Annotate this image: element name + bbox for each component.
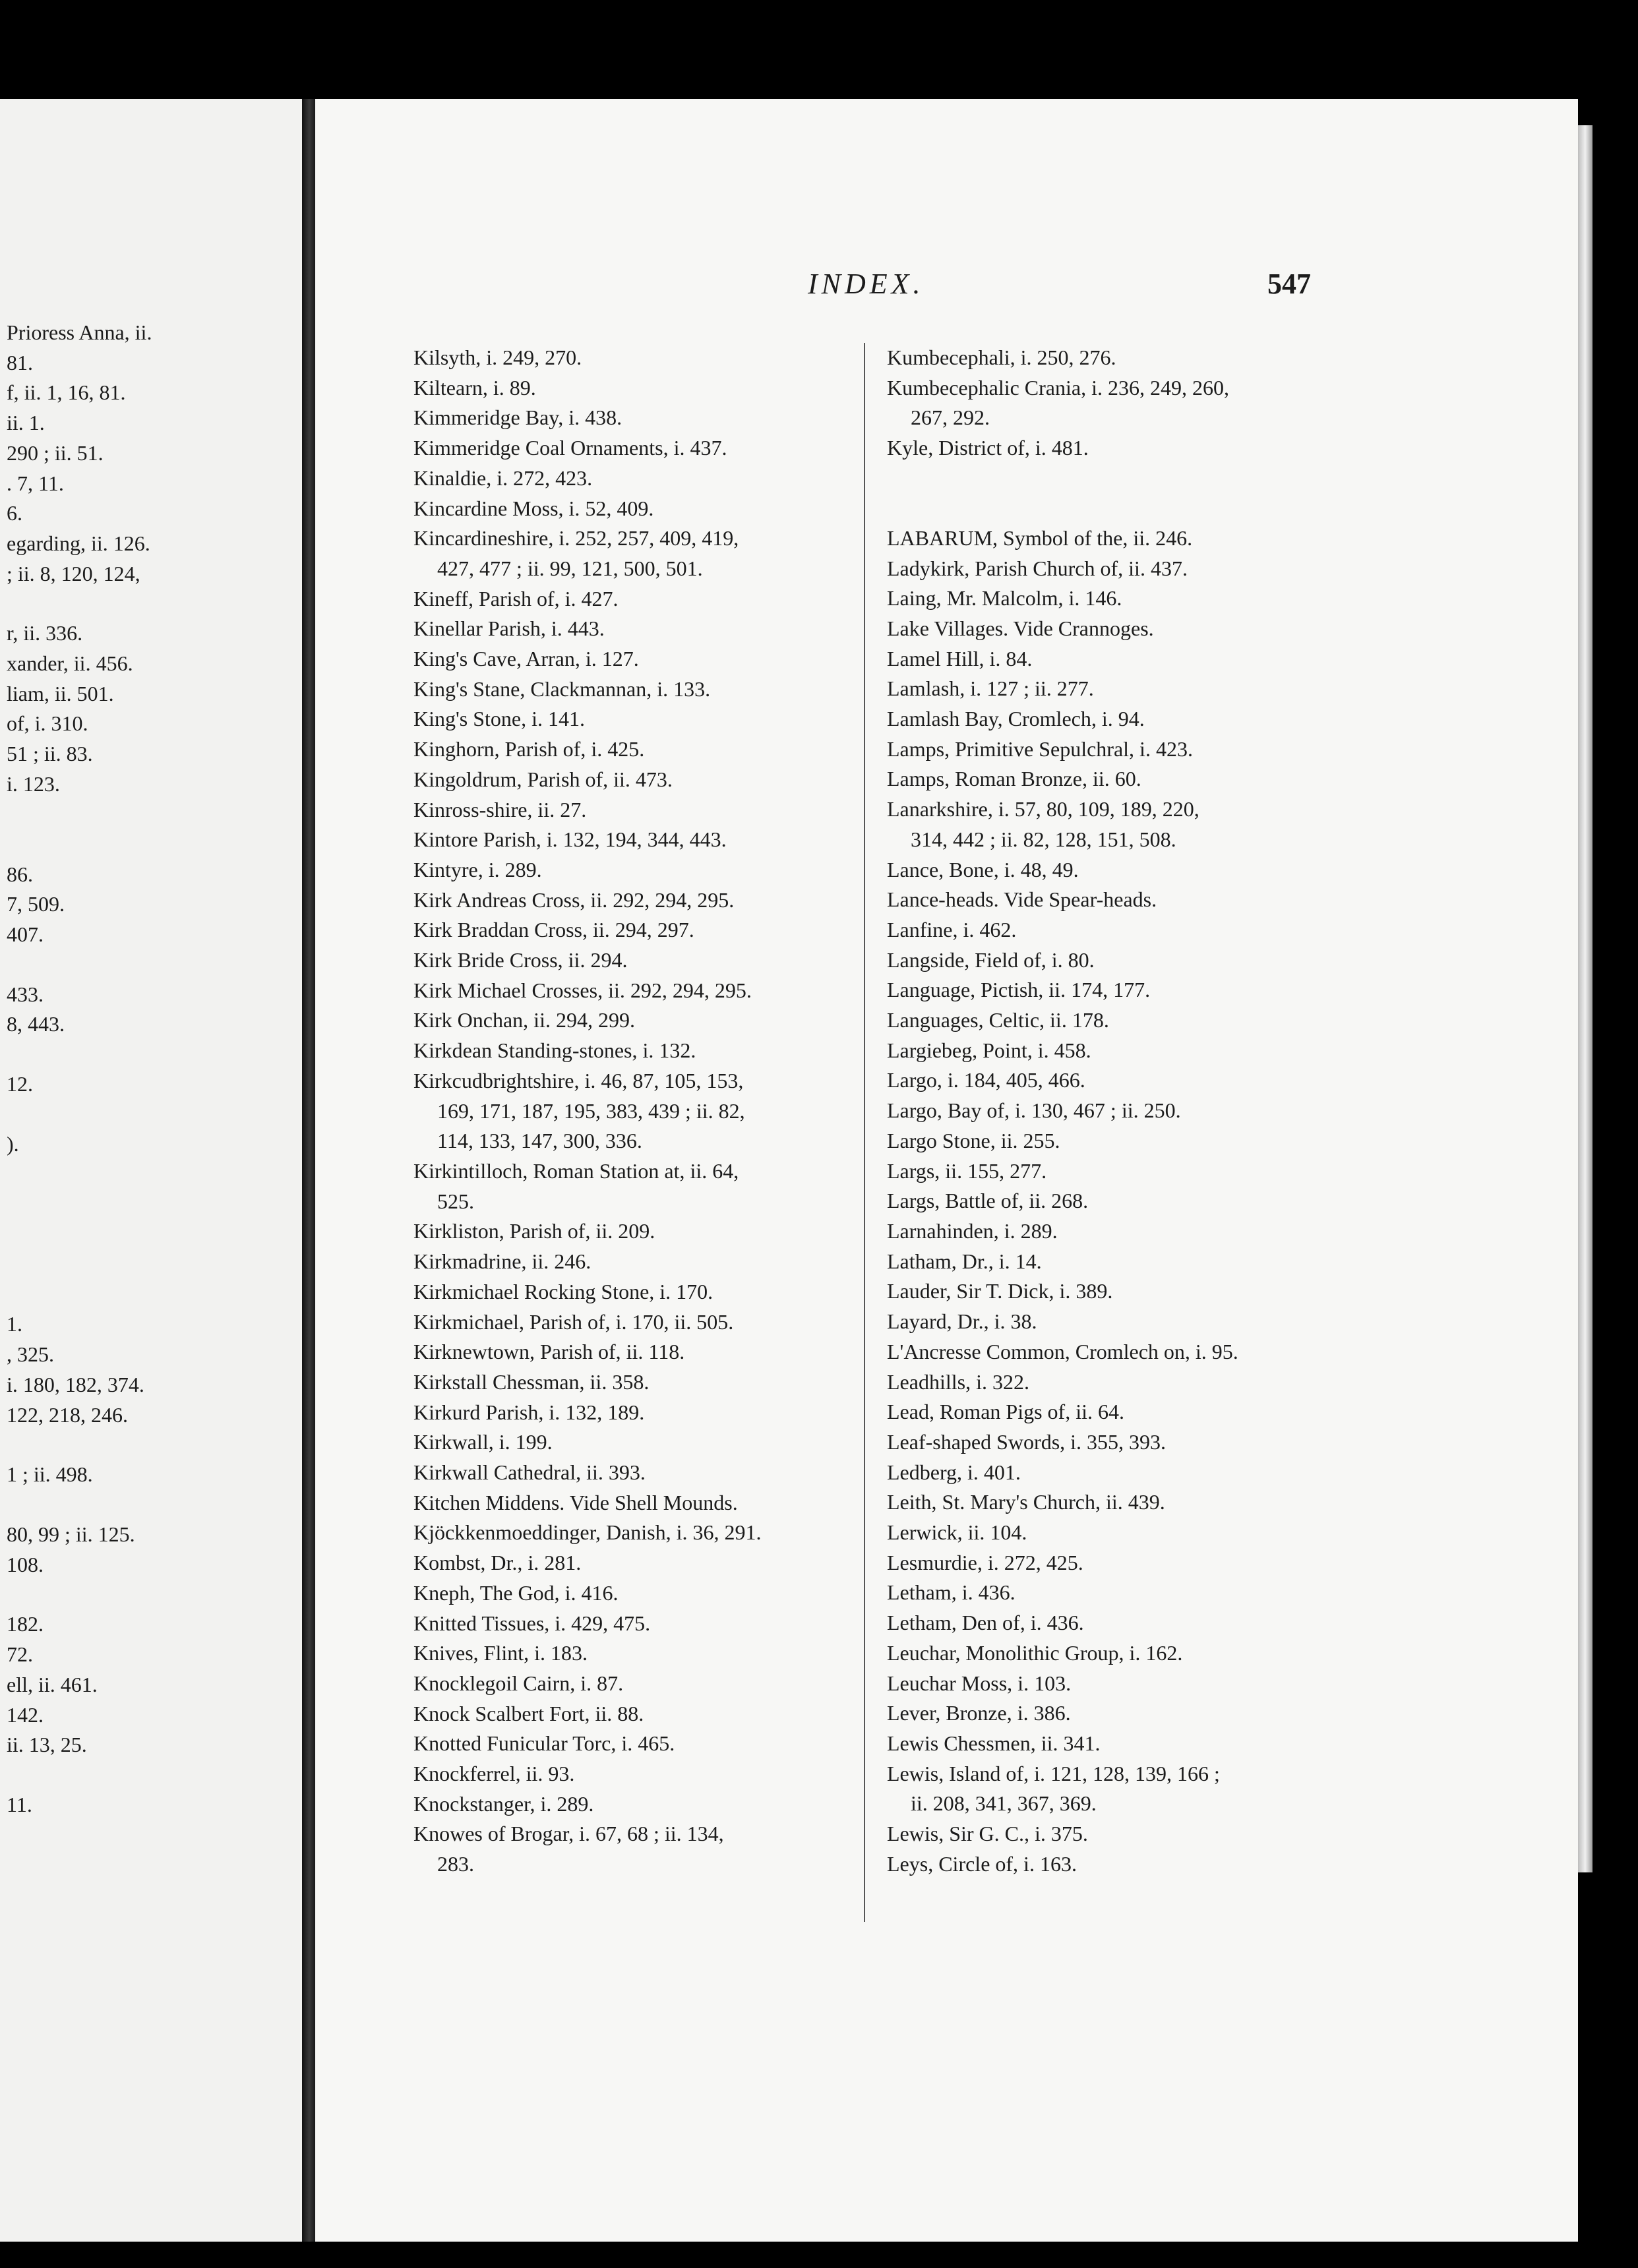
previous-page-line: i. 123. bbox=[7, 771, 60, 796]
previous-page-line: liam, ii. 501. bbox=[7, 681, 114, 705]
index-entry: Kirkurd Parish, i. 132, 189. bbox=[413, 1400, 645, 1424]
running-head: INDEX. bbox=[808, 268, 925, 300]
previous-page-line: 108. bbox=[7, 1552, 44, 1576]
index-entry: Kirk Braddan Cross, ii. 294, 297. bbox=[413, 918, 694, 942]
previous-page-line: egarding, ii. 126. bbox=[7, 531, 150, 555]
page-number: 547 bbox=[1267, 268, 1311, 300]
index-entry: Lamps, Primitive Sepulchral, i. 423. bbox=[887, 736, 1193, 761]
index-entry: Kinellar Parish, i. 443. bbox=[413, 616, 605, 641]
index-entry: Kirk Bride Cross, ii. 294. bbox=[413, 948, 628, 972]
previous-page-line: 142. bbox=[7, 1702, 44, 1727]
index-entry: Leuchar Moss, i. 103. bbox=[887, 1671, 1072, 1695]
index-entry: Lamlash Bay, Cromlech, i. 94. bbox=[887, 707, 1145, 731]
index-entry: Langside, Field of, i. 80. bbox=[887, 947, 1095, 972]
index-entry: Kirkwall, i. 199. bbox=[413, 1430, 553, 1454]
index-entry: Kirkintilloch, Roman Station at, ii. 64, bbox=[413, 1158, 739, 1183]
index-entry: Lanfine, i. 462. bbox=[887, 917, 1017, 941]
index-entry: L'Ancresse Common, Cromlech on, i. 95. bbox=[887, 1339, 1238, 1363]
previous-page-line: 433. bbox=[7, 982, 44, 1006]
index-entry: Largs, ii. 155, 277. bbox=[887, 1158, 1047, 1183]
index-entry: Lake Villages. Vide Crannoges. bbox=[887, 616, 1154, 640]
previous-page-line: 1 ; ii. 498. bbox=[7, 1462, 93, 1487]
index-entry: Lesmurdie, i. 272, 425. bbox=[887, 1550, 1083, 1574]
index-entry: 267, 292. bbox=[911, 405, 990, 430]
index-entry: Kimmeridge Coal Ornaments, i. 437. bbox=[413, 436, 727, 460]
index-entry: Latham, Dr., i. 14. bbox=[887, 1249, 1042, 1273]
index-entry: Leuchar, Monolithic Group, i. 162. bbox=[887, 1640, 1183, 1665]
index-entry: Lance, Bone, i. 48, 49. bbox=[887, 857, 1079, 881]
previous-page-line: 72. bbox=[7, 1642, 33, 1667]
index-entry: 283. bbox=[437, 1852, 474, 1876]
previous-page-line: Prioress Anna, ii. bbox=[7, 320, 152, 344]
index-entry: Kincardine Moss, i. 52, 409. bbox=[413, 496, 654, 520]
index-entry: Knockferrel, ii. 93. bbox=[413, 1762, 575, 1786]
previous-page-line: 81. bbox=[7, 350, 33, 374]
index-entry: Languages, Celtic, ii. 178. bbox=[887, 1008, 1109, 1032]
index-entry: Kirkdean Standing-stones, i. 132. bbox=[413, 1038, 696, 1063]
index-entry: Leadhills, i. 322. bbox=[887, 1369, 1029, 1394]
previous-page-line: 407. bbox=[7, 922, 44, 946]
index-entry: Kumbecephalic Crania, i. 236, 249, 260, bbox=[887, 375, 1229, 400]
index-entry: Lerwick, ii. 104. bbox=[887, 1520, 1027, 1545]
index-entry: Kingoldrum, Parish of, ii. 473. bbox=[413, 767, 673, 791]
index-entry: Largo, i. 184, 405, 466. bbox=[887, 1068, 1085, 1092]
previous-page-line: r, ii. 336. bbox=[7, 621, 83, 645]
index-entry: Largs, Battle of, ii. 268. bbox=[887, 1189, 1089, 1213]
previous-page-line: 80, 99 ; ii. 125. bbox=[7, 1522, 135, 1546]
index-entry: Letham, Den of, i. 436. bbox=[887, 1611, 1084, 1635]
previous-page-line: 122, 218, 246. bbox=[7, 1402, 128, 1427]
index-entry: Knitted Tissues, i. 429, 475. bbox=[413, 1611, 651, 1635]
previous-page-line: 12. bbox=[7, 1072, 33, 1096]
index-entry: Kinghorn, Parish of, i. 425. bbox=[413, 737, 645, 761]
index-entry: Ledberg, i. 401. bbox=[887, 1460, 1021, 1484]
index-entry: Lauder, Sir T. Dick, i. 389. bbox=[887, 1279, 1113, 1303]
index-entry: Layard, Dr., i. 38. bbox=[887, 1309, 1037, 1334]
index-entry: Kirk Andreas Cross, ii. 292, 294, 295. bbox=[413, 887, 735, 912]
index-entry: King's Cave, Arran, i. 127. bbox=[413, 647, 639, 671]
index-entry: Lever, Bronze, i. 386. bbox=[887, 1701, 1071, 1725]
index-entry: Kilsyth, i. 249, 270. bbox=[413, 345, 582, 369]
previous-page-line: 51 ; ii. 83. bbox=[7, 742, 93, 766]
previous-page-line: ; ii. 8, 120, 124, bbox=[7, 561, 140, 585]
index-entry: Kintyre, i. 289. bbox=[413, 857, 542, 881]
index-entry: King's Stone, i. 141. bbox=[413, 707, 585, 731]
index-entry: Kjöckkenmoeddinger, Danish, i. 36, 291. bbox=[413, 1520, 762, 1545]
column-divider bbox=[864, 343, 865, 1922]
index-entry: Kombst, Dr., i. 281. bbox=[413, 1551, 582, 1575]
index-entry: Knotted Funicular Torc, i. 465. bbox=[413, 1731, 675, 1756]
previous-page-line: 86. bbox=[7, 862, 33, 886]
index-entry: Lewis, Sir G. C., i. 375. bbox=[887, 1822, 1088, 1846]
index-entry: Knocklegoil Cairn, i. 87. bbox=[413, 1671, 624, 1695]
previous-page-line: 182. bbox=[7, 1612, 44, 1636]
index-entry: Kumbecephali, i. 250, 276. bbox=[887, 345, 1116, 369]
index-entry: Kintore Parish, i. 132, 194, 344, 443. bbox=[413, 827, 727, 852]
index-entry: Lamlash, i. 127 ; ii. 277. bbox=[887, 676, 1094, 701]
book-gutter bbox=[302, 99, 317, 2242]
index-entry: Ladykirk, Parish Church of, ii. 437. bbox=[887, 556, 1188, 580]
index-entry: Knowes of Brogar, i. 67, 68 ; ii. 134, bbox=[413, 1822, 724, 1846]
index-entry: Largo, Bay of, i. 130, 467 ; ii. 250. bbox=[887, 1098, 1181, 1123]
index-entry: Lamps, Roman Bronze, ii. 60. bbox=[887, 767, 1141, 791]
index-entry: 314, 442 ; ii. 82, 128, 151, 508. bbox=[911, 827, 1176, 851]
index-entry: Kinross-shire, ii. 27. bbox=[413, 797, 587, 821]
previous-page-line: 1. bbox=[7, 1312, 22, 1336]
index-entry: Laing, Mr. Malcolm, i. 146. bbox=[887, 586, 1122, 611]
index-entry: Kirkmadrine, ii. 246. bbox=[413, 1249, 592, 1274]
index-entry: Lewis Chessmen, ii. 341. bbox=[887, 1731, 1101, 1755]
previous-page-line: 290 ; ii. 51. bbox=[7, 440, 104, 465]
previous-page-line: i. 180, 182, 374. bbox=[7, 1372, 144, 1396]
index-entry: 169, 171, 187, 195, 383, 439 ; ii. 82, bbox=[437, 1098, 745, 1123]
index-entry: 114, 133, 147, 300, 336. bbox=[437, 1129, 642, 1153]
previous-page-line: ell, ii. 461. bbox=[7, 1672, 98, 1696]
previous-page-line: 6. bbox=[7, 501, 22, 525]
index-entry: Kinaldie, i. 272, 423. bbox=[413, 465, 593, 490]
index-entry: Leith, St. Mary's Church, ii. 439. bbox=[887, 1490, 1165, 1514]
index-entry: Largo Stone, ii. 255. bbox=[887, 1128, 1060, 1152]
index-entry: Knives, Flint, i. 183. bbox=[413, 1641, 588, 1665]
index-entry: 525. bbox=[437, 1189, 474, 1213]
index-entry: Kyle, District of, i. 481. bbox=[887, 436, 1089, 460]
index-entry: Kirkliston, Parish of, ii. 209. bbox=[413, 1219, 655, 1243]
index-entry: Lanarkshire, i. 57, 80, 109, 189, 220, bbox=[887, 797, 1199, 821]
index-entry: Kincardineshire, i. 252, 257, 409, 419, bbox=[413, 526, 739, 551]
page-edge bbox=[1578, 125, 1592, 1872]
index-entry: King's Stane, Clackmannan, i. 133. bbox=[413, 676, 711, 701]
index-entry: Lance-heads. Vide Spear-heads. bbox=[887, 887, 1157, 912]
previous-page-line: ). bbox=[7, 1131, 19, 1156]
index-entry: Kirkmichael, Parish of, i. 170, ii. 505. bbox=[413, 1309, 734, 1334]
index-entry: 427, 477 ; ii. 99, 121, 500, 501. bbox=[437, 556, 703, 580]
index-entry: Leaf-shaped Swords, i. 355, 393. bbox=[887, 1429, 1167, 1454]
previous-page-line: , 325. bbox=[7, 1342, 54, 1367]
index-entry: Knock Scalbert Fort, ii. 88. bbox=[413, 1701, 644, 1725]
index-entry: Kirkwall Cathedral, ii. 393. bbox=[413, 1460, 646, 1485]
index-entry: Kitchen Middens. Vide Shell Mounds. bbox=[413, 1490, 738, 1514]
index-entry: Leys, Circle of, i. 163. bbox=[887, 1851, 1077, 1876]
index-entry: Language, Pictish, ii. 174, 177. bbox=[887, 978, 1151, 1002]
index-entry: ii. 208, 341, 367, 369. bbox=[911, 1791, 1097, 1816]
index-entry: LABARUM, Symbol of the, ii. 246. bbox=[887, 525, 1193, 550]
previous-page-line: ii. 13, 25. bbox=[7, 1733, 87, 1757]
previous-page-line: xander, ii. 456. bbox=[7, 651, 133, 676]
index-entry: Lewis, Island of, i. 121, 128, 139, 166 ; bbox=[887, 1761, 1220, 1785]
index-entry: Kiltearn, i. 89. bbox=[413, 375, 536, 400]
previous-page-index-fragments bbox=[7, 318, 303, 1820]
index-entry: Kimmeridge Bay, i. 438. bbox=[413, 405, 622, 430]
previous-page-line: . 7, 11. bbox=[7, 471, 64, 495]
previous-page-line: 11. bbox=[7, 1792, 32, 1816]
index-entry: Kirkmichael Rocking Stone, i. 170. bbox=[413, 1279, 713, 1303]
index-column-right bbox=[887, 343, 1322, 1879]
index-entry: Kirknewtown, Parish of, ii. 118. bbox=[413, 1340, 685, 1364]
index-entry: Kineff, Parish of, i. 427. bbox=[413, 586, 619, 611]
index-entry: Lead, Roman Pigs of, ii. 64. bbox=[887, 1400, 1124, 1424]
index-column-left bbox=[413, 343, 849, 1880]
index-entry: Letham, i. 436. bbox=[887, 1580, 1016, 1605]
index-entry: Kirkcudbrightshire, i. 46, 87, 105, 153, bbox=[413, 1068, 744, 1092]
previous-page-line: 7, 509. bbox=[7, 892, 65, 916]
index-entry: Kirk Michael Crosses, ii. 292, 294, 295. bbox=[413, 978, 752, 1002]
index-entry: Larnahinden, i. 289. bbox=[887, 1218, 1058, 1243]
index-entry: Lamel Hill, i. 84. bbox=[887, 646, 1033, 671]
index-entry: Kneph, The God, i. 416. bbox=[413, 1580, 619, 1605]
previous-page-line: ii. 1. bbox=[7, 411, 45, 435]
index-entry: Kirkstall Chessman, ii. 358. bbox=[413, 1369, 650, 1394]
previous-page-line: of, i. 310. bbox=[7, 711, 88, 736]
index-entry: Kirk Onchan, ii. 294, 299. bbox=[413, 1008, 635, 1032]
index-entry: Knockstanger, i. 289. bbox=[413, 1791, 594, 1816]
index-entry: Largiebeg, Point, i. 458. bbox=[887, 1038, 1091, 1062]
previous-page-line: f, ii. 1, 16, 81. bbox=[7, 380, 126, 405]
previous-page-line: 8, 443. bbox=[7, 1012, 65, 1036]
